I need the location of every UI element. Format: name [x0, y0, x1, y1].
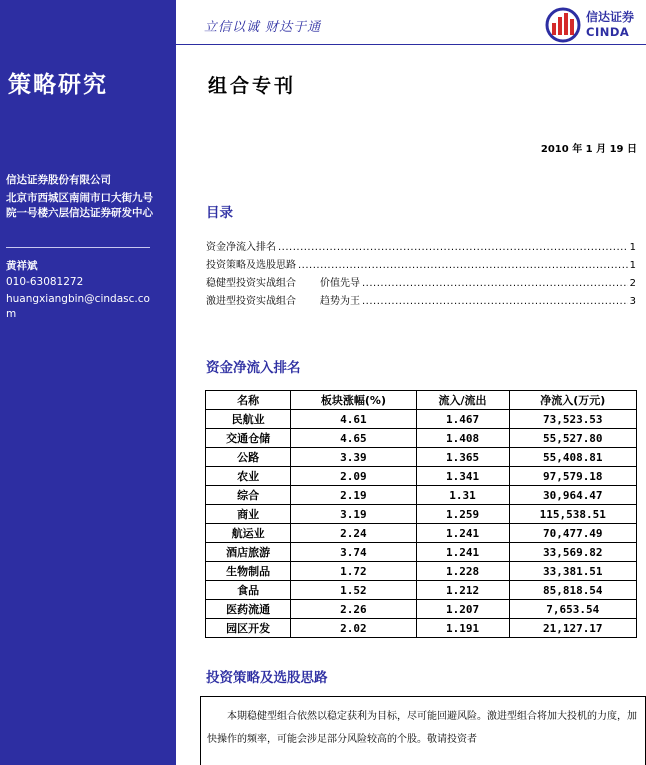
sector-name: 生物制品	[206, 562, 291, 581]
toc-item[interactable]	[206, 238, 636, 256]
strategy-text: 本期稳健型组合依然以稳定获利为目标，尽可能回避风险。激进型组合将加大投机的力度，加快操作的频率，可能会涉足部分风险较高的个股。敬请投资者	[207, 711, 637, 745]
net-inflow: 21,127.17	[509, 619, 636, 638]
toc-leader-dots	[362, 278, 628, 289]
toc-item[interactable]	[206, 274, 636, 292]
sector-change: 4.61	[291, 410, 416, 429]
inflow-outflow-ratio: 1.241	[416, 524, 509, 543]
net-inflow: 33,569.82	[509, 543, 636, 562]
sector-name: 农业	[206, 467, 291, 486]
inflow-outflow-ratio: 1.31	[416, 486, 509, 505]
table-row	[206, 429, 637, 448]
column-header: 板块涨幅(%)	[291, 391, 416, 410]
table-row	[206, 543, 637, 562]
sector-name: 交通仓储	[206, 429, 291, 448]
company-name: 信达证券股份有限公司	[6, 174, 111, 186]
table-row	[206, 581, 637, 600]
sector-name: 航运业	[206, 524, 291, 543]
toc-leader-dots	[278, 242, 628, 253]
sector-change: 3.74	[291, 543, 416, 562]
analyst-phone: 010-63081272	[6, 276, 84, 288]
inflow-outflow-ratio: 1.241	[416, 543, 509, 562]
sector-change: 1.72	[291, 562, 416, 581]
net-inflow: 115,538.51	[509, 505, 636, 524]
sidebar-divider	[6, 247, 150, 248]
sector-name: 园区开发	[206, 619, 291, 638]
sidebar	[0, 0, 176, 765]
strategy-box	[200, 696, 646, 765]
column-header: 名称	[206, 391, 291, 410]
column-header: 流入/流出	[416, 391, 509, 410]
logo-chinese-text: 信达证券	[586, 10, 635, 24]
ranking-heading: 资金净流入排名	[206, 360, 301, 376]
strategy-heading: 投资策略及选股思路	[206, 670, 328, 686]
net-inflow: 85,818.54	[509, 581, 636, 600]
toc-item-label: 稳健型投资实战组合	[206, 278, 296, 289]
inflow-outflow-ratio: 1.228	[416, 562, 509, 581]
analyst-email[interactable]: huangxiangbin@cindasc.com	[6, 293, 150, 320]
sector-change: 2.19	[291, 486, 416, 505]
toc-item-subtitle: 趋势为王	[320, 296, 360, 307]
inflow-outflow-ratio: 1.467	[416, 410, 509, 429]
net-inflow: 73,523.53	[509, 410, 636, 429]
net-inflow: 33,381.51	[509, 562, 636, 581]
inflow-outflow-ratio: 1.365	[416, 448, 509, 467]
net-inflow: 30,964.47	[509, 486, 636, 505]
cinda-logo-icon	[544, 6, 584, 44]
toc-item-page: 1	[629, 260, 636, 271]
cinda-logo	[544, 6, 640, 44]
table-row	[206, 467, 637, 486]
table-row	[206, 619, 637, 638]
sector-name: 商业	[206, 505, 291, 524]
sector-change: 4.65	[291, 429, 416, 448]
sidebar-section-title: 策略研究	[8, 71, 108, 98]
toc-leader-dots	[362, 296, 628, 307]
table-row	[206, 410, 637, 429]
inflow-outflow-ratio: 1.212	[416, 581, 509, 600]
sector-name: 公路	[206, 448, 291, 467]
toc-item-label: 激进型投资实战组合	[206, 296, 296, 307]
header-rule	[176, 44, 646, 45]
toc-item[interactable]	[206, 256, 636, 274]
net-inflow: 55,527.80	[509, 429, 636, 448]
toc-item-page: 3	[629, 296, 636, 307]
column-header: 净流入(万元)	[509, 391, 636, 410]
table-row	[206, 562, 637, 581]
toc-item-page: 1	[629, 242, 636, 253]
table-row	[206, 505, 637, 524]
sector-change: 2.09	[291, 467, 416, 486]
document-title: 组合专刊	[208, 75, 297, 97]
net-inflow: 7,653.54	[509, 600, 636, 619]
table-row	[206, 524, 637, 543]
toc-item-page: 2	[629, 278, 636, 289]
net-inflow: 55,408.81	[509, 448, 636, 467]
net-inflow-table	[205, 390, 637, 638]
inflow-outflow-ratio: 1.207	[416, 600, 509, 619]
sector-change: 3.19	[291, 505, 416, 524]
table-header-row	[206, 391, 637, 410]
logo-english-text: CINDA	[586, 25, 630, 39]
company-slogan: 立信以诚 财达于通	[204, 20, 322, 35]
inflow-outflow-ratio: 1.341	[416, 467, 509, 486]
inflow-outflow-ratio: 1.191	[416, 619, 509, 638]
sector-name: 综合	[206, 486, 291, 505]
net-inflow: 97,579.18	[509, 467, 636, 486]
company-address: 北京市西城区南闹市口大街九号院一号楼六层信达证券研发中心	[6, 192, 153, 219]
table-of-contents	[206, 238, 636, 310]
analyst-name: 黄祥斌	[6, 260, 38, 272]
inflow-outflow-ratio: 1.408	[416, 429, 509, 448]
table-row	[206, 486, 637, 505]
toc-item-subtitle: 价值先导	[320, 278, 360, 289]
table-row	[206, 600, 637, 619]
toc-item-label: 投资策略及选股思路	[206, 260, 296, 271]
sector-change: 1.52	[291, 581, 416, 600]
sector-name: 食品	[206, 581, 291, 600]
sector-name: 酒店旅游	[206, 543, 291, 562]
toc-item[interactable]	[206, 292, 636, 310]
toc-item-label: 资金净流入排名	[206, 242, 276, 253]
sector-change: 3.39	[291, 448, 416, 467]
sector-change: 2.02	[291, 619, 416, 638]
inflow-outflow-ratio: 1.259	[416, 505, 509, 524]
report-date: 2010 年 1 月 19 日	[540, 144, 637, 155]
toc-leader-dots	[298, 260, 628, 271]
sector-change: 2.26	[291, 600, 416, 619]
sector-change: 2.24	[291, 524, 416, 543]
net-inflow: 70,477.49	[509, 524, 636, 543]
sector-name: 医药流通	[206, 600, 291, 619]
toc-heading: 目录	[206, 205, 233, 221]
table-row	[206, 448, 637, 467]
sector-name: 民航业	[206, 410, 291, 429]
